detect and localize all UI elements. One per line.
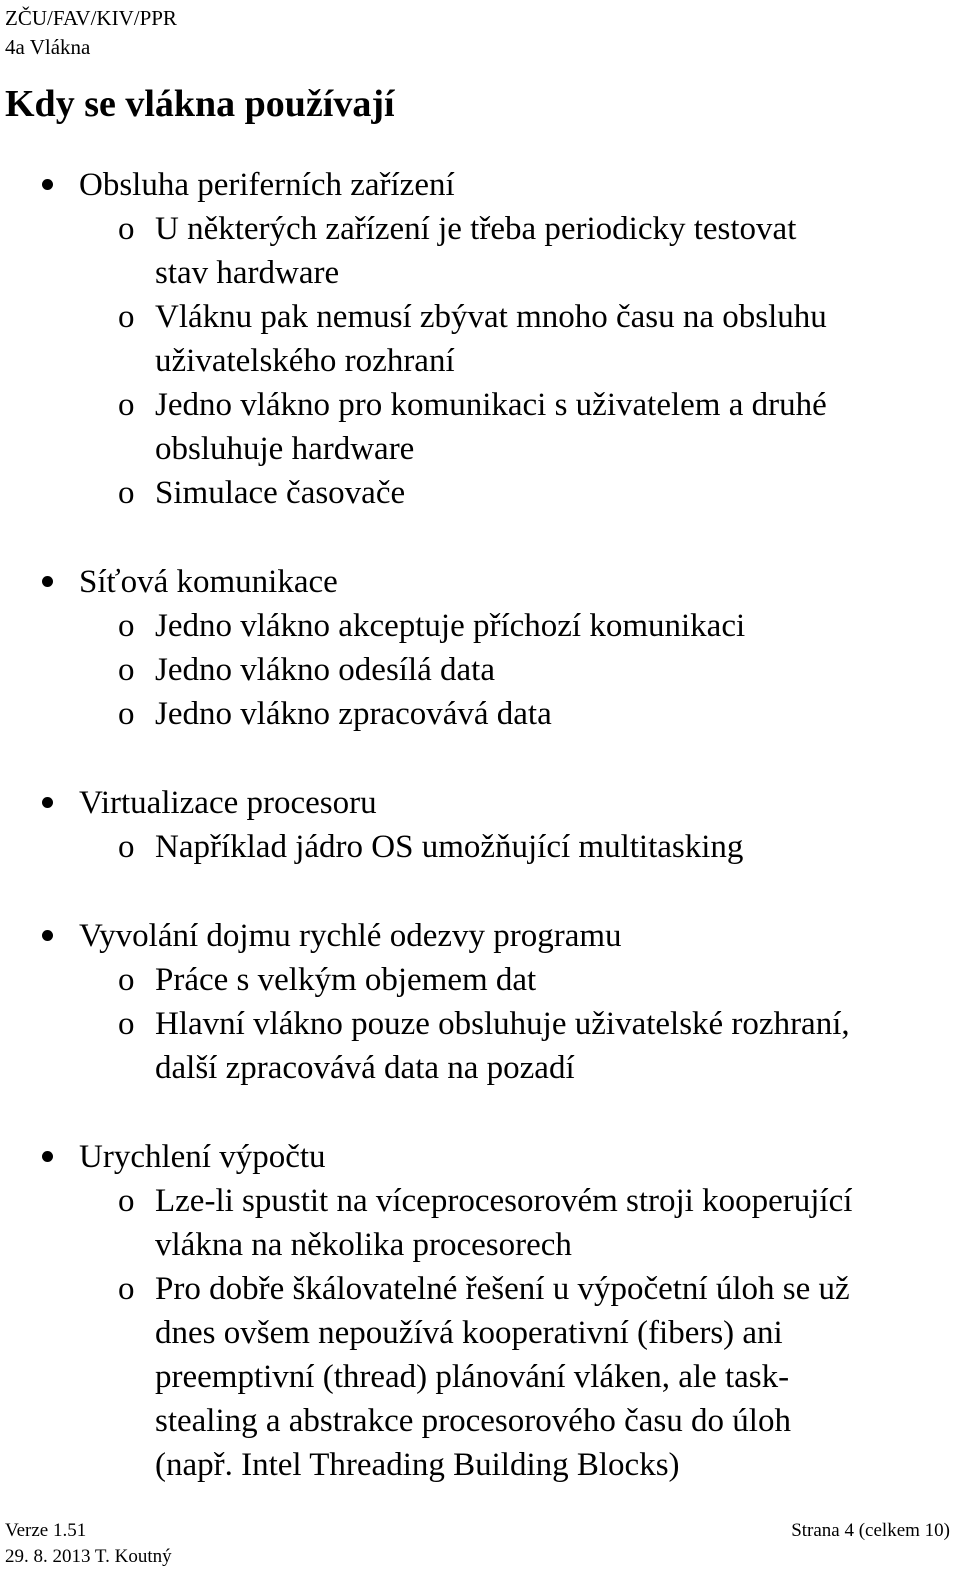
bullet-text: Obsluha periferních zařízení: [79, 167, 455, 203]
document-footer: [5, 1518, 950, 1570]
sub-item: [0, 825, 960, 869]
bullet-item: [0, 781, 960, 869]
sub-item-line: preemptivní (thread) plánování vláken, ale task-: [155, 1359, 790, 1395]
document-header: [5, 4, 177, 62]
chapter-label: 4a Vlákna: [5, 35, 91, 59]
sub-item: [0, 1267, 960, 1487]
sub-item-line: uživatelského rozhraní: [155, 343, 455, 379]
bullet-dot-icon: [42, 576, 53, 587]
sub-item: [0, 383, 960, 471]
sub-item-line: Vláknu pak nemusí zbývat mnoho času na obsluhu: [155, 299, 827, 335]
sub-item: [0, 692, 960, 736]
sub-item-line: (např. Intel Threading Building Blocks): [155, 1447, 680, 1483]
bullet-item: [0, 163, 960, 515]
course-code: ZČU/FAV/KIV/PPR: [5, 6, 177, 30]
sub-bullet-marker-icon: o: [118, 652, 135, 688]
sub-item-line: Simulace časovače: [155, 475, 406, 511]
bullet-dot-icon: [42, 179, 53, 190]
sub-item: [0, 1179, 960, 1267]
bullet-item: [0, 560, 960, 736]
bullet-dot-icon: [42, 1151, 53, 1162]
bullet-list: [0, 163, 960, 1532]
bullet-text: Vyvolání dojmu rychlé odezvy programu: [79, 918, 622, 954]
sub-bullet-marker-icon: o: [118, 696, 135, 732]
version-label: Verze 1.51: [5, 1520, 87, 1541]
sub-item-line: Jedno vlákno zpracovává data: [155, 696, 552, 732]
sub-item-line: stav hardware: [155, 255, 340, 291]
sub-item-line: Jedno vlákno akceptuje příchozí komunikaci: [155, 608, 746, 644]
bullet-dot-icon: [42, 797, 53, 808]
sub-item-line: Jedno vlákno odesílá data: [155, 652, 495, 688]
sub-bullet-marker-icon: o: [118, 829, 135, 865]
bullet-line: [0, 163, 960, 207]
sub-bullet-marker-icon: o: [118, 475, 135, 511]
sub-bullet-marker-icon: o: [118, 387, 135, 423]
sub-bullet-marker-icon: o: [118, 211, 135, 247]
bullet-item: [0, 1135, 960, 1487]
sub-bullet-marker-icon: o: [118, 608, 135, 644]
sub-item: [0, 604, 960, 648]
sub-bullet-marker-icon: o: [118, 1006, 135, 1042]
page-title: Kdy se vlákna používají: [5, 83, 395, 125]
sub-item: [0, 207, 960, 295]
sub-item-line: Například jádro OS umožňující multitasking: [155, 829, 744, 865]
sub-item: [0, 295, 960, 383]
sub-item-line: Pro dobře škálovatelné řešení u výpočetní úloh se už: [155, 1271, 850, 1307]
sub-item-line: dnes ovšem nepoužívá kooperativní (fibers) ani: [155, 1315, 783, 1351]
sub-item: [0, 471, 960, 515]
bullet-line: [0, 781, 960, 825]
sub-item: [0, 648, 960, 692]
sub-item-line: Lze-li spustit na víceprocesorovém stroji kooperující: [155, 1183, 853, 1219]
bullet-item: [0, 914, 960, 1090]
bullet-line: [0, 914, 960, 958]
bullet-line: [0, 1135, 960, 1179]
sub-item: [0, 1002, 960, 1090]
sub-item-line: U některých zařízení je třeba periodicky testovat: [155, 211, 797, 247]
bullet-dot-icon: [42, 930, 53, 941]
sub-item-line: stealing a abstrakce procesorového času do úloh: [155, 1403, 791, 1439]
sub-bullet-marker-icon: o: [118, 962, 135, 998]
sub-item: [0, 958, 960, 1002]
bullet-text: Virtualizace procesoru: [79, 785, 377, 821]
sub-bullet-marker-icon: o: [118, 299, 135, 335]
sub-item-line: Práce s velkým objemem dat: [155, 962, 537, 998]
sub-item-line: obsluhuje hardware: [155, 431, 415, 467]
sub-bullet-marker-icon: o: [118, 1271, 135, 1307]
bullet-line: [0, 560, 960, 604]
bullet-text: Urychlení výpočtu: [79, 1139, 326, 1175]
date-author-label: 29. 8. 2013 T. Koutný: [5, 1546, 172, 1567]
sub-bullet-marker-icon: o: [118, 1183, 135, 1219]
sub-item-line: Jedno vlákno pro komunikaci s uživatelem a druhé: [155, 387, 827, 423]
sub-item-line: vlákna na několika procesorech: [155, 1227, 572, 1263]
sub-item-line: další zpracovává data na pozadí: [155, 1050, 575, 1086]
page-number-label: Strana 4 (celkem 10): [791, 1520, 950, 1541]
bullet-text: Síťová komunikace: [79, 564, 338, 600]
sub-item-line: Hlavní vlákno pouze obsluhuje uživatelské rozhraní,: [155, 1006, 850, 1042]
